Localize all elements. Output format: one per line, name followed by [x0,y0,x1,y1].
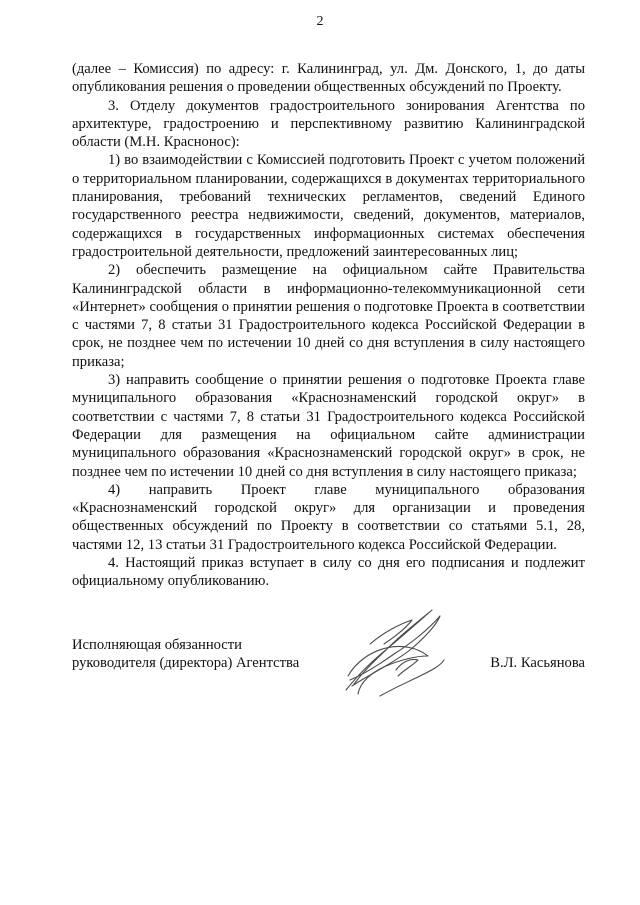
signer-title-line-1: Исполняющая обязанности [72,637,242,653]
paragraph-item-3: 3. Отделу документов градостроительного зонирования Агентства по архитектуре, градостроению и перспективному развитию Калининградской области (М.Н. Краснонос): [72,97,585,151]
handwritten-signature [340,604,448,702]
paragraph-subitem-4: 4) направить Проект главе муниципального образования «Краснознаменский городской округ» для организации и проведения общественных обсуждений по Проекту в соответствии со статьями 5.1, 28, частями 12, 13 статьи 31 Градостроительного кодекса Российской Федерации. [72,481,585,553]
paragraph-continuation: (далее – Комиссия) по адресу: г. Калининград, ул. Дм. Донского, 1, до даты опубликования решения о проведении общественных обсуждений по Проекту. [72,61,585,96]
signer-title-line-2: руководителя (директора) Агентства [72,655,300,672]
signature-block [72,636,585,696]
signer-name: В.Л. Касьянова [490,655,585,671]
paragraph-subitem-3: 3) направить сообщение о принятии решения о подготовке Проекта главе муниципального образования «Краснознаменский городской округ» в соответствии с частями 7, 8 статьи 31 Градостроительного кодекса Российской Федерации для размещения на официальном сайте администрации муниципального образования «Краснознаменский городской округ» в срок, не позднее чем по истечении 10 дней со дня вступления в силу настоящего приказа; [72,372,585,480]
paragraph-subitem-1: 1) во взаимодействии с Комиссией подготовить Проект с учетом положений о территориальном планировании, содержащихся в документах территориального планирования, требований технических регламентов, сведений Единого государственного реестра недвижимости, сведений, документов, материалов, содержащихся в государственных информационных системах обеспечения градостроительной деятельности, предложений заинтересованных лиц; [72,152,585,260]
paragraph-item-4: 4. Настоящий приказ вступает в силу со дня его подписания и подлежит официальному опубликованию. [72,555,585,590]
paragraph-subitem-2: 2) обеспечить размещение на официальном сайте Правительства Калининградской области в информационно-телекоммуникационной сети «Интернет» сообщения о принятии решения о подготовке Проекта в соответствии с частями 7, 8 статьи 31 Градостроительного кодекса Российской Федерации в срок, не позднее чем по истечении 10 дней со дня вступления в силу настоящего приказа; [72,262,585,370]
document-body [72,60,585,591]
signer-title [72,636,299,673]
page-number: 2 [316,14,324,29]
